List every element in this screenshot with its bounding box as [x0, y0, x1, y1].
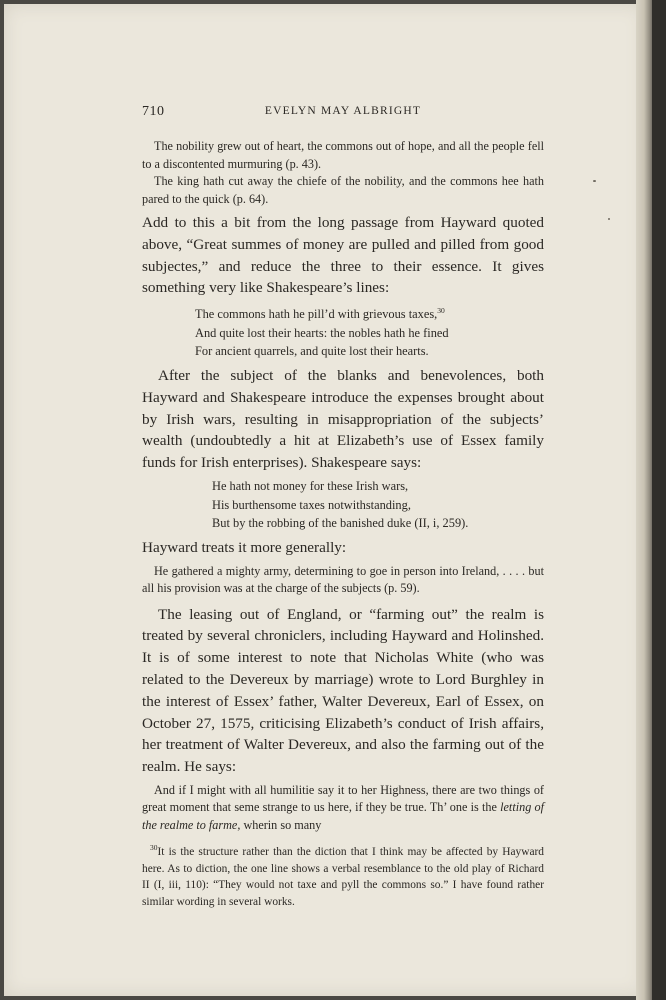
- verse-irish-wars: [142, 477, 544, 533]
- paragraph-leasing-out: The leasing out of England, or “farming out” the realm is treated by several chroniclers, including Hayward and Holinshed. It is of some interest to note that Nicholas White (who was related to the Devereux by marriage) wrote to Lord Burghley in the interest of Essex’ father, Walter Devereux, Earl of Essex, on October 27, 1575, criticising Elizabeth’s conduct of Irish affairs, her treatment of Walter Devereux, and also the farming out of the realm. He says:: [142, 605, 544, 776]
- footnote-reference: 30: [437, 306, 445, 316]
- verse-line: The commons hath he pill’d with grievous taxes,$^{30}$: [195, 306, 445, 322]
- italic-phrase: letting of the realme to farme,: [142, 800, 545, 832]
- footnote-marker: 30: [150, 843, 158, 853]
- paragraph-add-to-this: Add to this a bit from the long passage from Hayward quoted above, “Great summes of money are pulled and pilled from good subjectes,” and reduce the three to their essence. It gives something very like Shakespeare’s lines:: [142, 214, 544, 297]
- footnote-text: It is the structure rather than the diction that I think may be affected by Hayward here. As to diction, the one line shows a verbal resemblance to the old play of Richard II (I, iii, 110): “They would not taxe and pyll the commons so.” I have found rather similar wording in several works.: [142, 846, 544, 908]
- verse-line: He hath not money for these Irish wars,: [212, 478, 409, 493]
- verse-line: But by the robbing of the banished duke (II, i, 259).: [212, 516, 469, 531]
- paragraph-blanks-benevolences: After the subject of the blanks and benevolences, both Hayward and Shakespeare introduce the expenses brought about by Irish wars, resulting in misappropriation of the subjects’ wealth (undoubtedly a hit at Elizabeth’s use of Essex family funds for Irish enterprises). Shakespeare says:: [142, 366, 544, 472]
- block-quote-humilitie: And if I might with all humilitie say it to her Highness, there are two things of great moment that seme strange to us here, if they be true. Th’ one is the letting of the realme to farme, wherin so many: [142, 782, 545, 832]
- page-number: 710: [142, 104, 165, 119]
- book-spine: [652, 0, 666, 1000]
- paragraph-hayward-treats: Hayward treats it more generally:: [142, 538, 347, 556]
- block-quote-mighty-army: He gathered a mighty army, determining to goe in person into Ireland, . . . . but all his provision was at the charge of the subjects (p. 59).: [142, 563, 544, 596]
- verse-line: His burthensome taxes notwithstanding,: [212, 497, 411, 512]
- block-quote-king: The king hath cut away the chiefe of the nobility, and the commons hee hath pared to the quick (p. 64).: [142, 174, 544, 206]
- paper-speck: [593, 180, 596, 182]
- book-page: [4, 4, 644, 996]
- running-head: EVELYN MAY ALBRIGHT: [264, 105, 422, 117]
- paper-speck: [608, 218, 610, 220]
- block-quote-nobility: The nobility grew out of heart, the commons out of hope, and all the people fell to a discontented murmuring (p. 43).: [142, 139, 544, 171]
- footnote: [142, 840, 544, 910]
- verse-commons: [142, 302, 544, 361]
- verse-line: For ancient quarrels, and quite lost their hearts.: [195, 344, 429, 359]
- page-header: [142, 104, 544, 124]
- verse-line: And quite lost their hearts: the nobles hath he fined: [195, 325, 449, 340]
- page-content: [142, 104, 544, 921]
